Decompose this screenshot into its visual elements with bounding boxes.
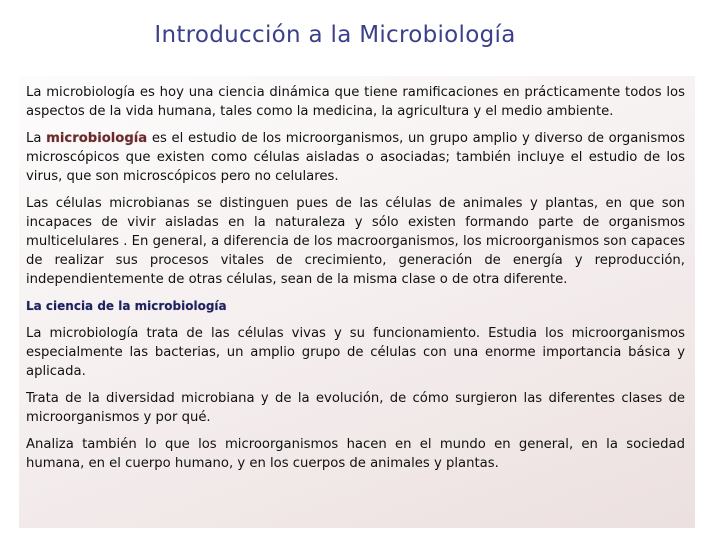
paragraph-analysis: Analiza también lo que los microorganismos hacen en el mundo en general, en la sociedad humana, en el cuerpo humano, y en los cuerpos de animales y plantas. bbox=[26, 437, 685, 471]
definition-lead-text: La bbox=[26, 131, 47, 146]
paragraph-diversity: Trata de la diversidad microbiana y de la evolución, de cómo surgieron las diferentes clases de microorganismos y por qué. bbox=[26, 391, 685, 425]
content-box bbox=[19, 76, 695, 528]
paragraph-intro: La microbiología es hoy una ciencia dinámica que tiene ramificaciones en prácticamente todos los aspectos de la vida humana, tales como la medicina, la agricultura y el medio ambiente. bbox=[26, 85, 685, 119]
section-heading: La ciencia de la microbiología bbox=[26, 299, 227, 313]
paragraph-definition bbox=[26, 129, 685, 186]
paragraph-living-cells: La microbiología trata de las células vivas y su funcionamiento. Estudia los microorganismos especialmente las bacterias, un amplio grupo de células con una enorme importancia básica y aplicada. bbox=[26, 326, 685, 379]
paragraph-cells: Las células microbianas se distinguen pues de las células de animales y plantas, en que son incapaces de vivir aisladas en la naturaleza y sólo existen formando parte de organismos multicelulares . En general, a diferencia de los macroorganismos, los microorganismos son capaces de realizar sus procesos vitales de crecimiento, generación de energía y reproducción, independientemente de otras células, sean de la misma clase o de otra diferente. bbox=[26, 196, 685, 287]
definition-body-text: es el estudio de los microorganismos, un grupo amplio y diverso de organismos microscópicos que existen como células aisladas o asociadas; también incluye el estudio de los virus, que son microscópicos pero no celulares. bbox=[26, 131, 685, 184]
slide-title: Introducción a la Microbiología bbox=[154, 22, 516, 48]
keyword-microbiologia: microbiología bbox=[46, 131, 148, 146]
